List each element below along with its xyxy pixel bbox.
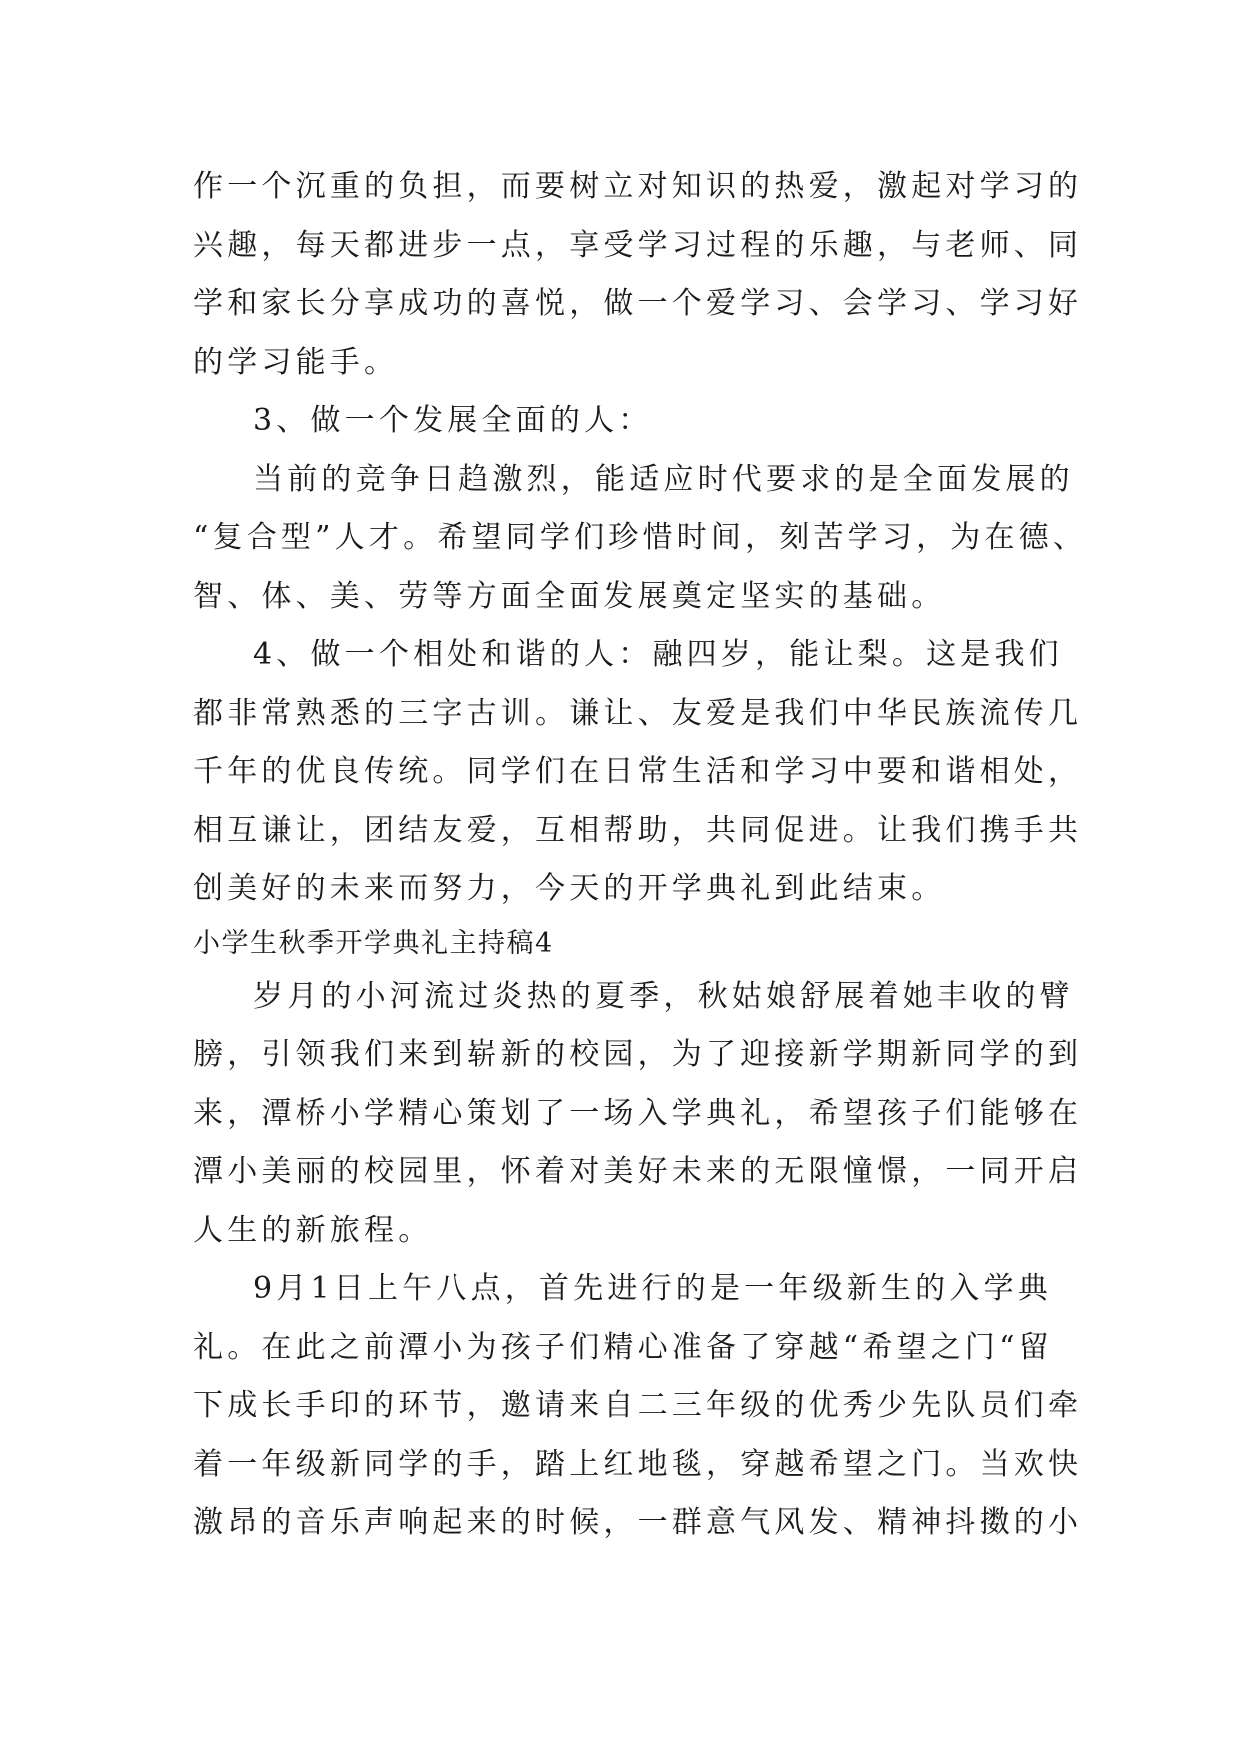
text-line: 岁月的小河流过炎热的夏季，秋姑娘舒展着她丰收的臂	[253, 978, 1074, 1014]
paragraph-autumn	[193, 968, 1083, 1261]
document-page	[193, 158, 1088, 1553]
text-line: 下成长手印的环节，邀请来自二三年级的优秀少先队员们牵	[193, 1388, 1083, 1423]
text-line: 3、做一个发展全面的人：	[253, 403, 653, 438]
text-line: 来，潭桥小学精心策划了一场入学典礼，希望孩子们能够在	[193, 1095, 1083, 1131]
paragraph-ceremony	[193, 1260, 1083, 1553]
text-line: 礼。在此之前潭小为孩子们精心准备了穿越“希望之门“留	[193, 1329, 1053, 1365]
text-line: 相互谦让，团结友爱，互相帮助，共同促进。让我们携手共	[193, 812, 1083, 848]
text-line: 4、做一个相处和谐的人：融四岁，能让梨。这是我们	[253, 637, 1063, 672]
paragraph-competition	[193, 451, 1088, 627]
text-line: 激昂的音乐声响起来的时候，一群意气风发、精神抖擞的小	[193, 1505, 1083, 1540]
paragraph-item-3	[193, 392, 1055, 451]
text-line: 学和家长分享成功的喜悦，做一个爱学习、会学习、学习好	[193, 286, 1083, 321]
paragraph-knowledge	[193, 158, 1083, 392]
text-line: 当前的竞争日趋激烈，能适应时代要求的是全面发展的	[253, 461, 1074, 497]
text-line: “复合型”人才。希望同学们珍惜时间，刻苦学习，为在德、	[193, 520, 1088, 555]
text-line: 膀，引领我们来到崭新的校园，为了迎接新学期新同学的到	[193, 1037, 1083, 1072]
text-line: 智、体、美、劳等方面全面发展奠定坚实的基础。	[193, 578, 946, 614]
text-line: 着一年级新同学的手，踏上红地毯，穿越希望之门。当欢快	[193, 1446, 1083, 1482]
section-heading: 小学生秋季开学典礼主持稿4	[193, 927, 554, 959]
text-line: 创美好的未来而努力，今天的开学典礼到此结束。	[193, 871, 946, 906]
text-line: 千年的优良传统。同学们在日常生活和学习中要和谐相处，	[193, 754, 1083, 789]
text-line: 兴趣，每天都进步一点，享受学习过程的乐趣，与老师、同	[193, 227, 1083, 263]
text-line: 都非常熟悉的三字古训。谦让、友爱是我们中华民族流传几	[193, 695, 1083, 731]
text-line: 潭小美丽的校园里，怀着对美好未来的无限憧憬，一同开启	[193, 1154, 1083, 1189]
text-line: 作一个沉重的负担，而要树立对知识的热爱，激起对学习的	[193, 169, 1083, 204]
text-line: 9月1日上午八点，首先进行的是一年级新生的入学典	[253, 1271, 1052, 1306]
text-line: 的学习能手。	[193, 344, 399, 380]
text-line: 人生的新旅程。	[193, 1212, 433, 1248]
paragraph-item-4	[193, 626, 1083, 919]
